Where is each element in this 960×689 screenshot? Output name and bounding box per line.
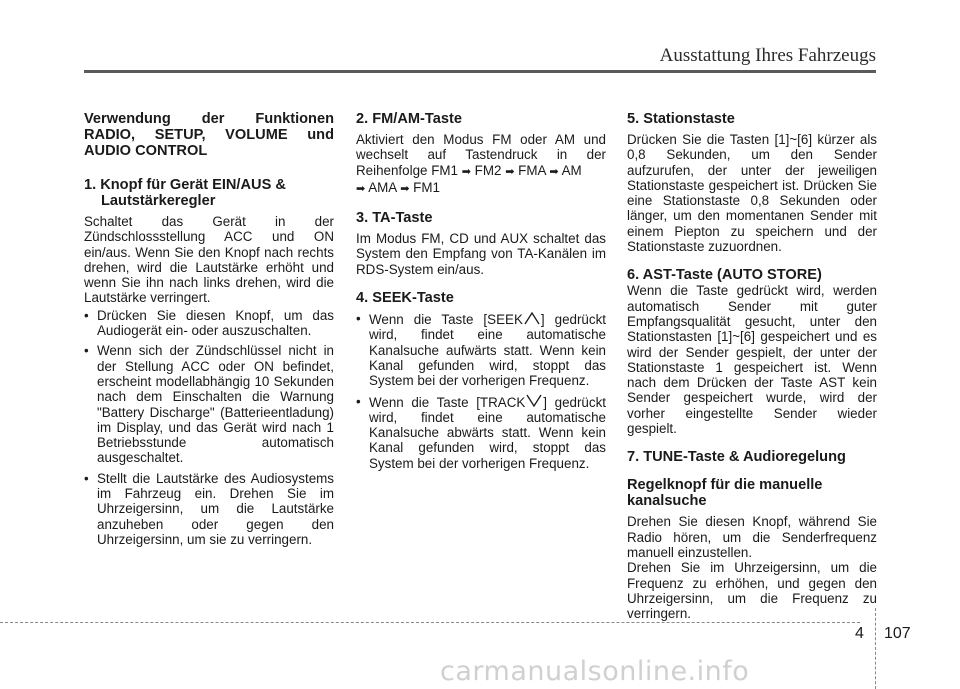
list-item: • Drücken Sie diesen Knopf, um das Audiogerät ein- oder auszuschalten. <box>84 307 334 339</box>
list-item: • Wenn die Taste [TRACK ] gedrückt wird, findet eine automatische Kanalsuche abwärts statt. Wenn kein Kanal gefunden wird, stoppt das System bei der vorherigen Frequenz. <box>356 393 606 471</box>
bullet-text: Wenn sich der Zündschlüssel nicht in der Stellung ACC oder ON befindet, erscheint modellabhängig 10 Sekunden nach dem Einschalten die Warnung "Battery Discharge" (Batterieentladung) im Display, und das Gerät wird nach 1 Betriebsstunde automatisch ausgeschaltet. <box>97 343 334 466</box>
item-2-ama: AMA <box>368 179 397 195</box>
item-2-fma: FMA <box>518 162 546 178</box>
sub-text-2: Drehen Sie im Uhrzeigersinn, um die Frequenz zu erhöhen, und gegen den Uhrzeigersinn, um die Frequenz zu verringern. <box>627 560 877 622</box>
item-1-bullets <box>84 308 334 547</box>
item-2-text <box>356 132 606 197</box>
bullet-text: Drücken Sie diesen Knopf, um das Audiogerät ein- oder auszuschalten. <box>97 307 334 339</box>
item-2-fm1: FM1 <box>413 179 440 195</box>
sub-title: Regelknopf für die manuelle kanalsuche <box>627 477 823 510</box>
header-title: Ausstattung Ihres Fahrzeugs <box>659 45 876 66</box>
item-1-title: 1. Knopf für Gerät EIN/AUS & Lautstärkeregler <box>84 177 286 209</box>
item-2-title: 2. FM/AM-Taste <box>356 111 462 127</box>
section-title-line-2: RADIO, SETUP, VOLUME und <box>84 127 334 143</box>
seek-text-a: Wenn die Taste [SEEK <box>369 312 523 328</box>
track-text-a: Wenn die Taste [TRACK <box>369 394 526 410</box>
list-item: • Stellt die Lautstärke des Audiosystems im Fahrzeug ein. Drehen Sie im Uhrzeigersinn, um die Lautstärke anzuheben oder gegen den Uhrzeigersinn, um sie zu verringern. <box>84 470 334 547</box>
item-7-title: 7. TUNE-Taste & Audioregelung <box>627 449 846 466</box>
bullet-text: Stellt die Lautstärke des Audiosystems im Fahrzeug ein. Drehen Sie im Uhrzeigersinn, um die Lautstärke anzuheben oder gegen den Uhrzeigersinn, um sie zu verringern. <box>97 470 334 547</box>
track-down-icon <box>525 394 543 408</box>
section-title-line-1: Verwendung der Funktionen <box>84 111 334 127</box>
item-2-am: AM <box>561 162 582 178</box>
item-3-text: Im Modus FM, CD und AUX schaltet das System den Empfang von TA-Kanälen im RDS-System ein/aus. <box>356 231 606 277</box>
seek-up-icon <box>523 311 541 325</box>
column-1 <box>84 111 334 552</box>
item-6-title: 6. AST-Taste (AUTO STORE) <box>627 267 822 284</box>
page-number: 107 <box>884 625 911 642</box>
item-6-text: Wenn die Taste gedrückt wird, werden automatisch Sender mit guter Empfangsqualität gesucht, unter den Stationstasten [1]~[6] gespeichert und es wird der Sender gespielt, der unter der Stationstaste 1 gespeichert ist. Wenn nach dem Drücken der Taste AST kein Sender gespeichert wurde, wird der vorher eingestellte Sender wieder gespielt. <box>627 283 877 437</box>
item-4-title: 4. SEEK-Taste <box>356 290 454 307</box>
item-2-text-a: Aktiviert den Modus FM oder AM und wechselt auf Tastendruck in der Reihenfolge FM1 <box>356 132 606 178</box>
footer-rule <box>0 622 860 623</box>
arrow-right-icon: ➡ <box>461 165 471 178</box>
watermark: carmanualsonline.info <box>440 656 750 687</box>
list-item: • Wenn die Taste [SEEK ] gedrückt wird, findet eine automatische Kanalsuche aufwärts statt. Wenn kein Kanal gefunden wird, stoppt das System bei der vorherigen Frequenz. <box>356 311 606 389</box>
item-2-fm2: FM2 <box>474 162 502 178</box>
item-5-title: 5. Stationstaste <box>627 111 735 127</box>
column-2 <box>356 111 606 476</box>
item-5-text: Drücken Sie die Tasten [1]~[6] kürzer als 0,8 Sekunden, um den Sender aufzurufen, der unter der jeweiligen Stationstaste gespeichert ist. Drücken Sie eine Stationstaste 0,8 Sekunden oder länger, um den momentanen Sender mit einem Piepton zu speichern und der Stationstaste zuzuordnen. <box>627 132 877 255</box>
arrow-right-icon: ➡ <box>505 165 515 178</box>
item-4-bullets <box>356 311 606 471</box>
arrow-right-icon: ➡ <box>400 182 410 195</box>
list-item: • Wenn sich der Zündschlüssel nicht in der Stellung ACC oder ON befindet, erscheint modellabhängig 10 Sekunden nach dem Einschalten die Warnung "Battery Discharge" (Batterieentladung) im Display, und das Gerät wird nach 1 Betriebsstunde automatisch ausgeschaltet. <box>84 343 334 466</box>
column-3 <box>627 111 877 621</box>
sub-text-1: Drehen Sie diesen Knopf, während Sie Radio hören, um die Senderfrequenz manuell einzustellen. <box>627 514 877 560</box>
item-3-title: 3. TA-Taste <box>356 210 433 227</box>
arrow-right-icon: ➡ <box>549 165 559 178</box>
section-title <box>84 111 334 159</box>
track-text-b: ] gedrückt wird, findet eine automatische Kanalsuche abwärts statt. Wenn kein Kanal gefunden wird, stoppt das System bei der vorherigen Frequenz. <box>369 394 606 471</box>
chapter-number: 4 <box>855 625 864 642</box>
arrow-right-icon: ➡ <box>356 182 366 195</box>
footer-divider <box>875 608 877 689</box>
item-1-text: Schaltet das Gerät in der Zündschlossstellung ACC und ON ein/aus. Wenn Sie den Knopf nach rechts drehen, wird die Lautstärke erhöht und wenn Sie ihn nach links drehen, wird die Lautstärke verringert. <box>84 214 334 306</box>
section-title-line-3: AUDIO CONTROL <box>84 143 208 159</box>
header-rule <box>84 70 876 73</box>
seek-text-b: ] gedrückt wird, findet eine automatische Kanalsuche aufwärts statt. Wenn kein Kanal gefunden wird, stoppt das System bei der vorherigen Frequenz. <box>369 312 606 389</box>
